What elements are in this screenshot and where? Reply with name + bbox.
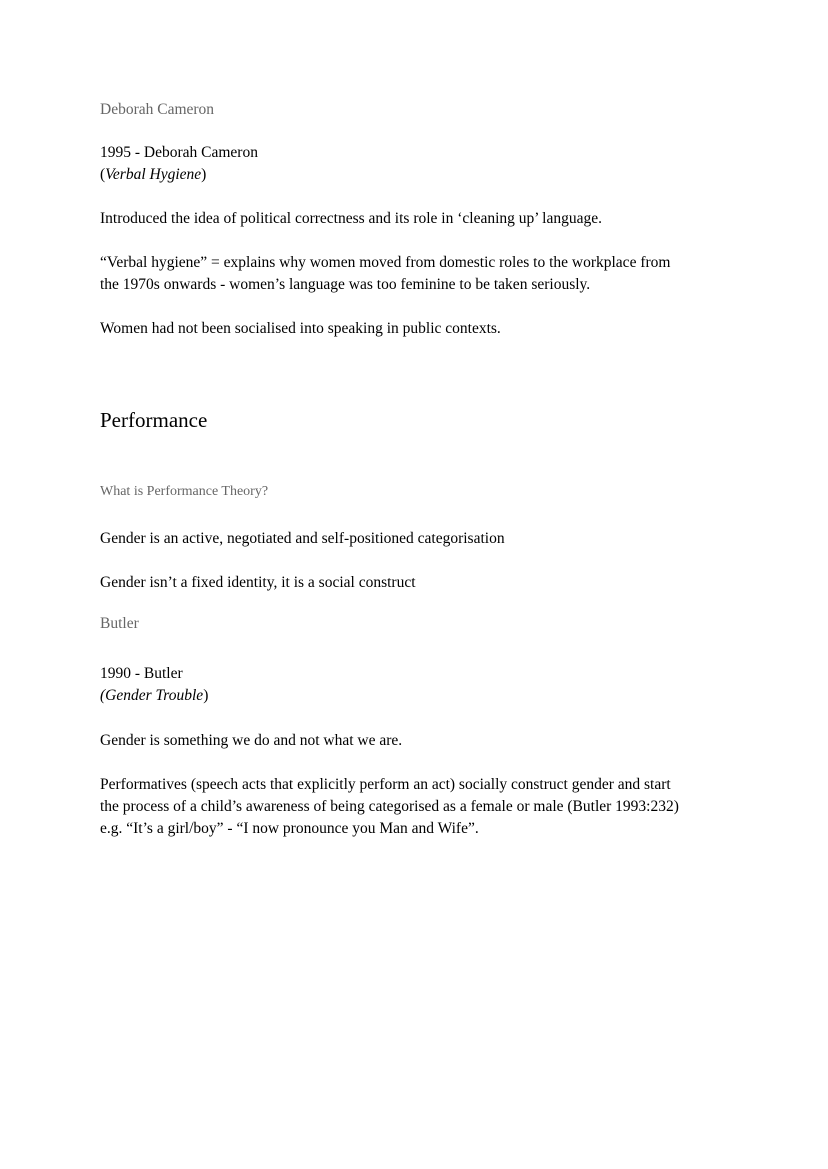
work-title-italic: Verbal Hygiene <box>105 166 202 183</box>
butler-paragraph-4-line-2: the process of a child’s awareness of being categorised as a female or male (Butler 1993:232) <box>100 798 679 815</box>
butler-paragraph-4-line-3: e.g. “It’s a girl/boy” - “I now pronounce you Man and Wife”. <box>100 820 479 837</box>
cameron-date-line: 1995 - Deborah Cameron <box>100 144 258 161</box>
butler-work-title-italic: (Gender Trouble <box>100 687 204 704</box>
butler-work-title <box>100 685 208 707</box>
performance-heading: Performance <box>100 408 208 432</box>
performance-question: What is Performance Theory? <box>100 484 269 499</box>
butler-subheading: Butler <box>100 615 139 632</box>
cameron-paragraph-1: Introduced the idea of political correctness and its role in ‘cleaning up’ language. <box>100 210 602 227</box>
performance-paragraph-1: Gender is an active, negotiated and self-positioned categorisation <box>100 530 505 547</box>
work-close-paren: ) <box>201 166 207 183</box>
cameron-subheading: Deborah Cameron <box>100 101 215 118</box>
work-open-paren: ( <box>100 166 106 183</box>
butler-date-line: 1990 - Butler <box>100 665 183 682</box>
cameron-work-title <box>100 164 206 186</box>
cameron-paragraph-2-line-2: the 1970s onwards - women’s language was too feminine to be taken seriously. <box>100 276 591 293</box>
cameron-paragraph-3: Women had not been socialised into speaking in public contexts. <box>100 320 501 337</box>
butler-paragraph-3: Gender is something we do and not what we are. <box>100 732 403 749</box>
performance-paragraph-2: Gender isn’t a fixed identity, it is a social construct <box>100 574 416 591</box>
cameron-paragraph-2-line-1: “Verbal hygiene” = explains why women moved from domestic roles to the workplace from <box>100 254 671 271</box>
butler-work-close-paren: ) <box>203 687 209 704</box>
butler-paragraph-4-line-1: Performatives (speech acts that explicitly perform an act) socially construct gender and start <box>100 776 671 793</box>
